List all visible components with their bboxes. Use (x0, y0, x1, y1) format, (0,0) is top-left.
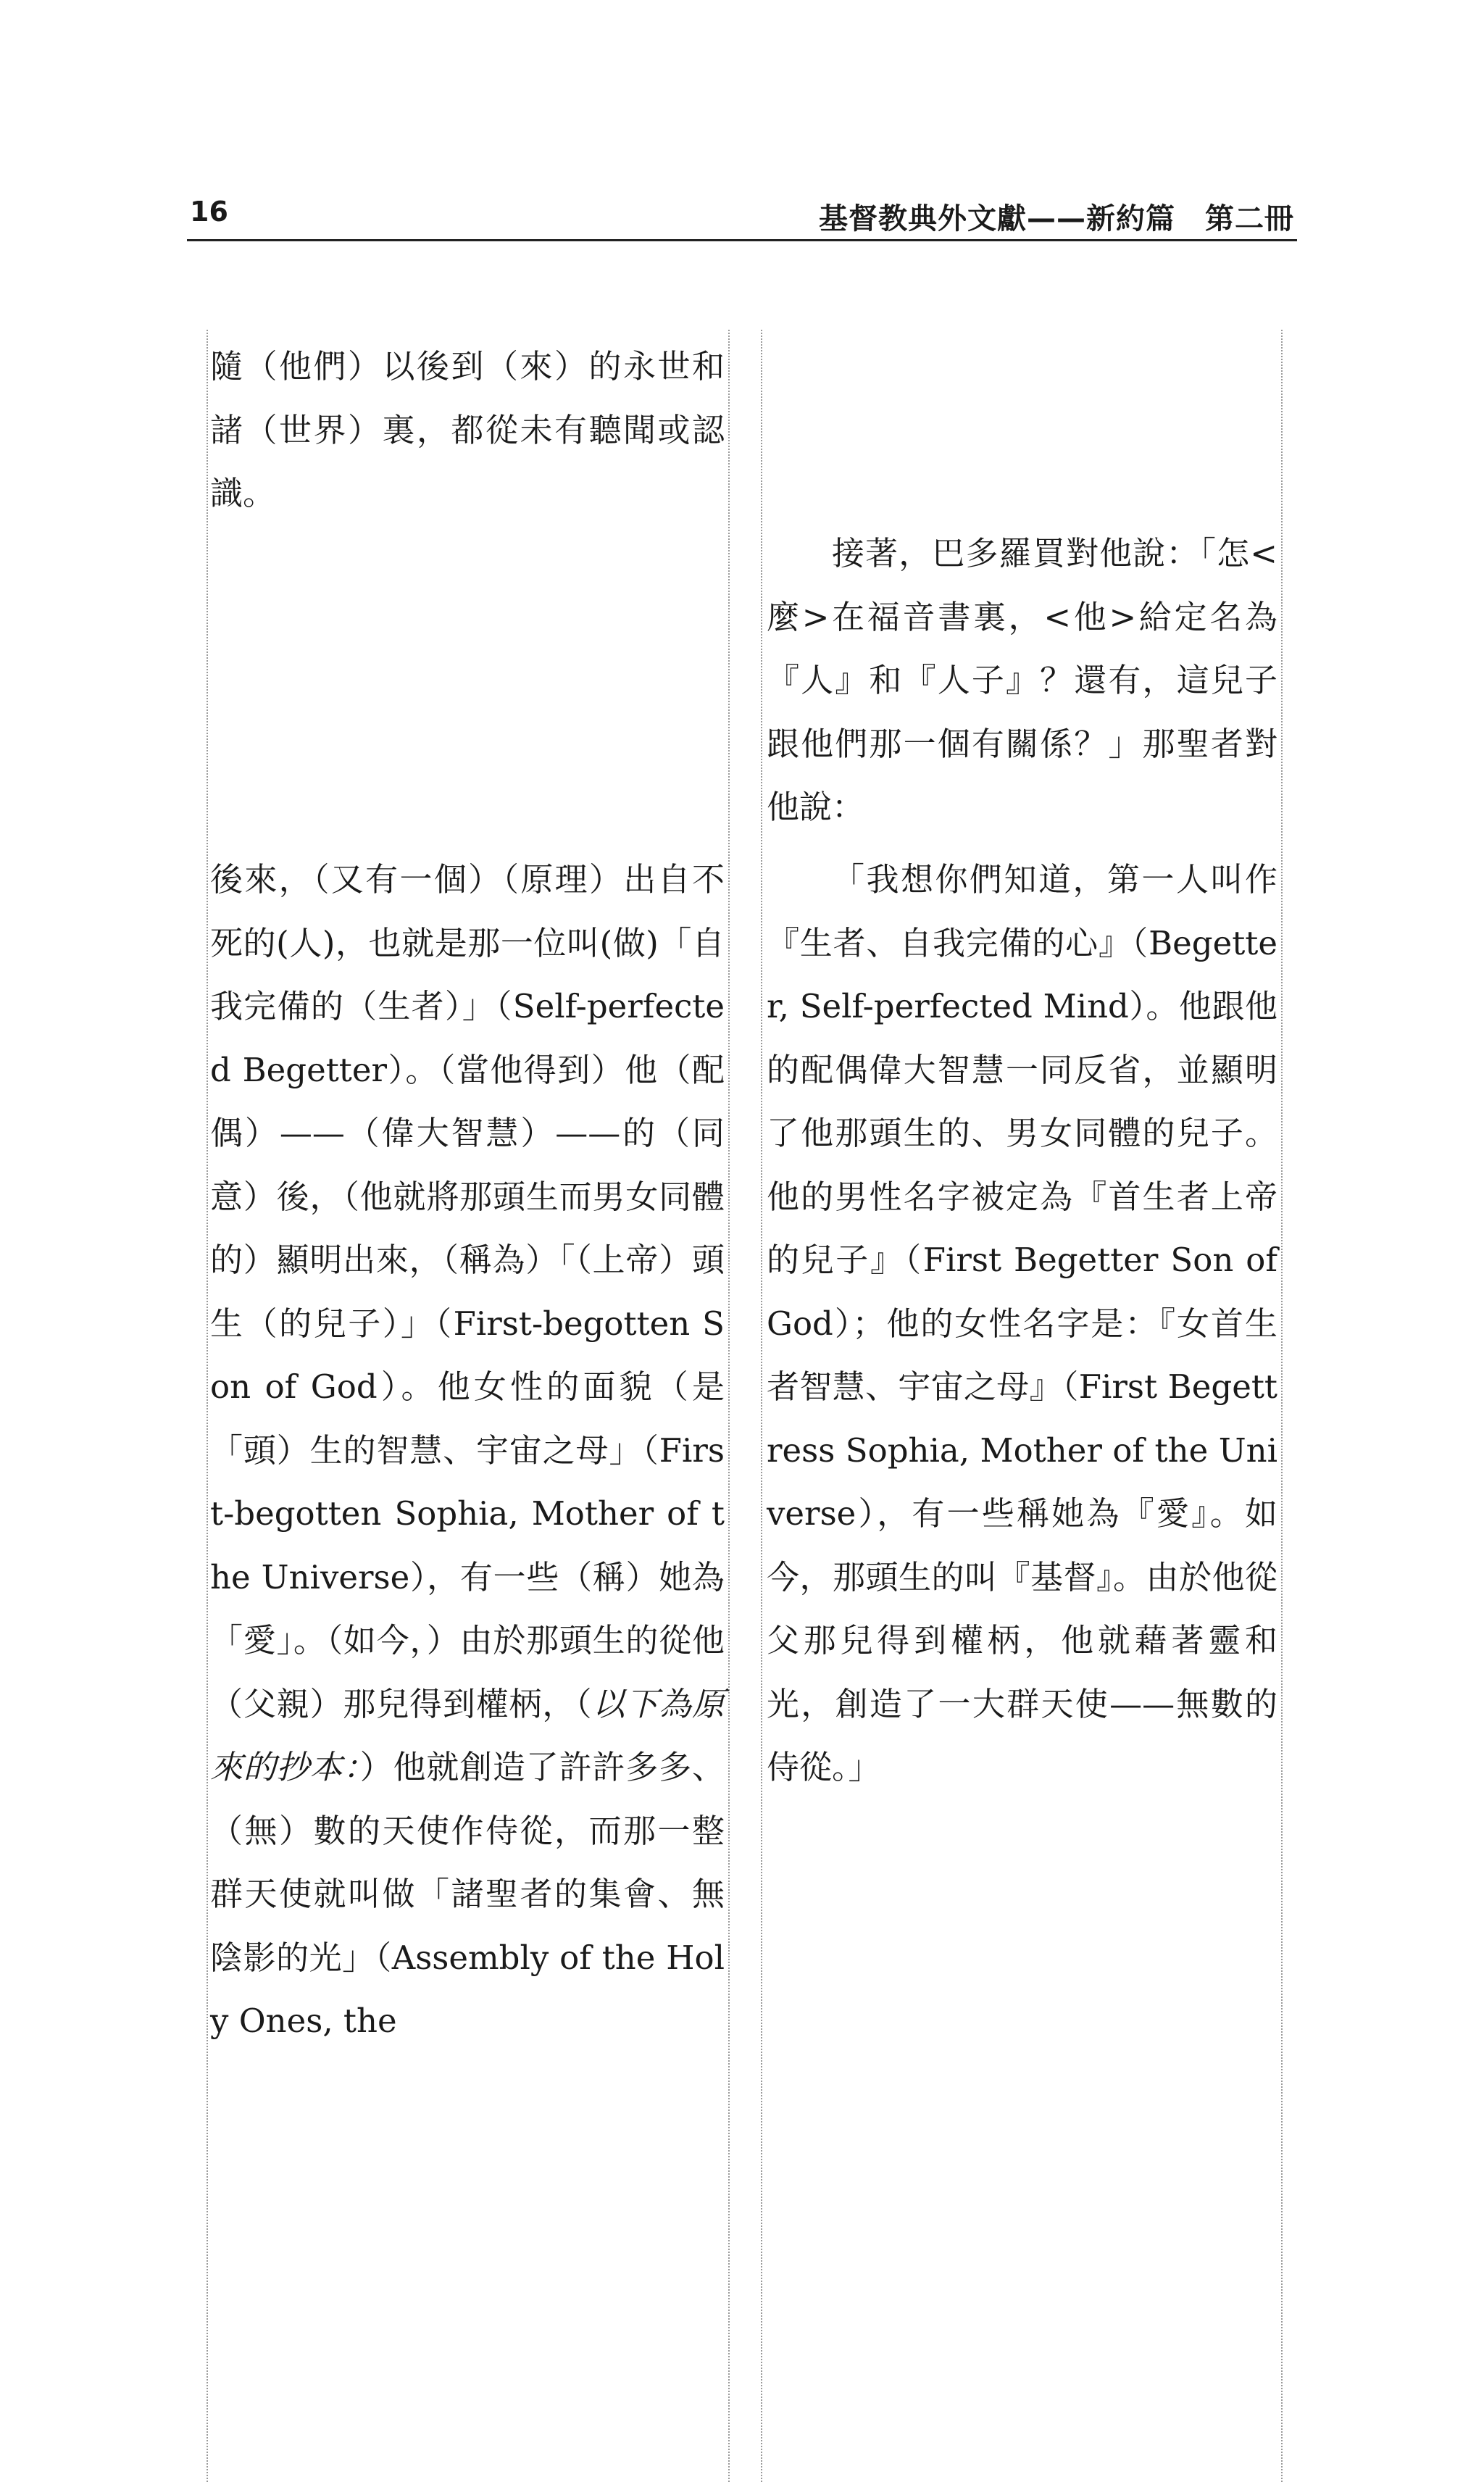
page-number: 16 (190, 196, 228, 228)
column-rule-right-inner (761, 330, 762, 2482)
column-rule-left-outer (207, 330, 208, 2482)
left-paragraph-1: 隨（他們）以後到（來）的永世和諸（世界）裏，都從未有聽聞或認識。 (210, 347, 725, 512)
running-header: 基督教典外文獻——新約篇 第二冊 (819, 202, 1294, 236)
right-column-passage-1 (767, 522, 1277, 839)
column-rule-left-inner (728, 330, 730, 2482)
left-column-passage-2 (210, 848, 725, 2053)
right-column-passage-2 (767, 848, 1277, 1799)
header-rule (187, 239, 1297, 241)
left-paragraph-2 (210, 848, 725, 2053)
right-paragraph-1: 接著，巴多羅買對他說：「怎<麼>在福音書裏，<他>給定名為『人』和『人子』？還有，這兒子跟他們那一個有關係？」那聖者對他說： (767, 534, 1277, 826)
column-rule-right-outer (1281, 330, 1283, 2482)
right-paragraph-2: 「我想你們知道，第一人叫作『生者、自我完備的心』（Begetter, Self-perfected Mind）。他跟他的配偶偉大智慧一同反省，並顯明了他那頭生的、男女同體的兒子。他的男性名字被定為『首生者上帝的兒子』（First Begetter Son of God）；他的女性名字是：『女首生者智慧、宇宙之母』（First Begettress Sophia, Mother of the Universe），有一些稱她為『愛』。如今，那頭生的叫『基督』。由於他從父那兒得到權柄，他就藉著靈和光，創造了一大群天使——無數的侍從。」 (767, 860, 1277, 1786)
left-column-passage-1 (210, 335, 725, 525)
left-paragraph-2-text-b: ）他就創造了許許多多、（無）數的天使作侍從，而那一整群天使就叫做「諸聖者的集會、無陰影的光」（Assembly of the Holy Ones, the (210, 1748, 725, 2040)
manuscript-note: 以下為原來的抄本： (210, 1684, 725, 1786)
left-paragraph-2-text-a: 後來，（又有一個）（原理）出自不死的(人)，也就是那一位叫(做)「自我完備的（生者）」（Self-perfected Begetter）。（當他得到）他（配偶）——（偉大智慧）——的（同意）後，（他就將那頭生而男女同體的）顯明出來，（稱為）「（上帝）頭生（的兒子）」（First-begotten Son of God）。他女性的面貌（是「頭）生的智慧、宇宙之母」（First-begotten Sophia, Mother of the Universe），有一些（稱）她為「愛」。（如今，）由於那頭生的從他（父親）那兒得到權柄，（ (210, 860, 725, 1723)
